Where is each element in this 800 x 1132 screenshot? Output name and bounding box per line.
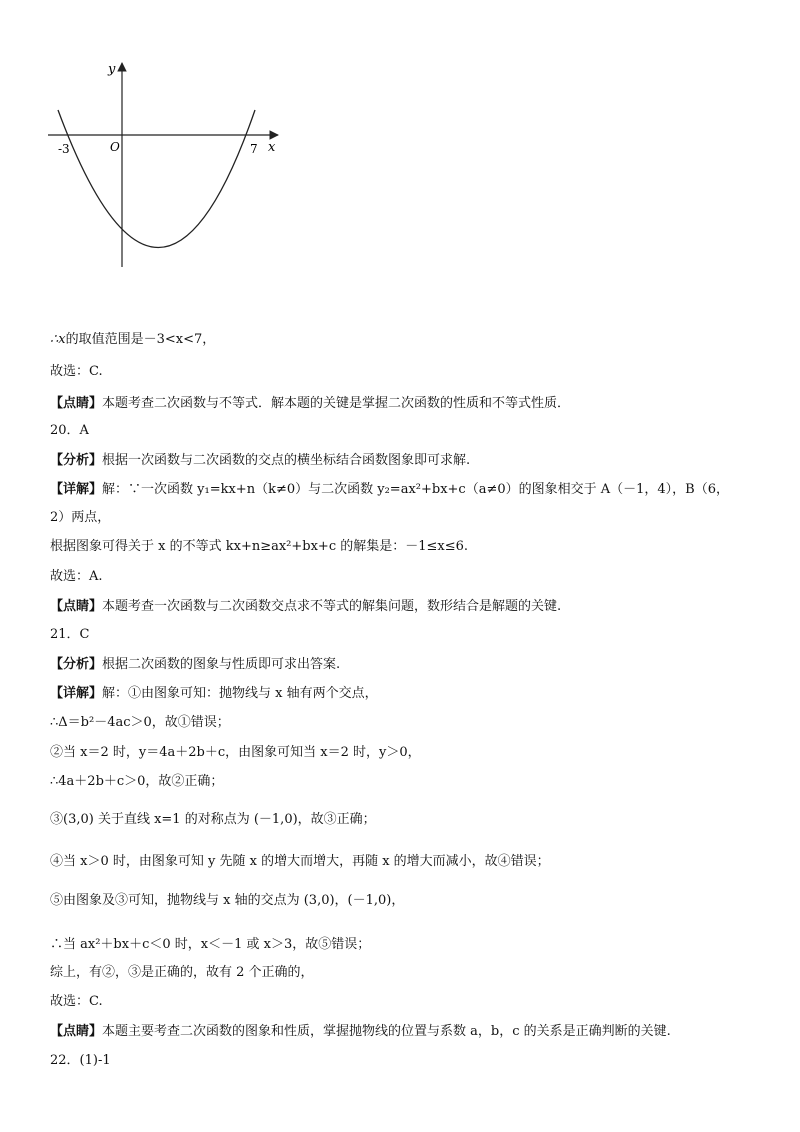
comment-text: 本题主要考查二次函数的图象和性质，掌握抛物线的位置与系数 a，b，c 的关系是正确判断的关键. — [102, 1024, 671, 1039]
detail-text: 解：①由图象可知：抛物线与 x 轴有两个交点， — [102, 686, 378, 701]
q21-detail-line-6: ④当 x＞0 时，由图象可知 y 先随 x 的增大而增大，再随 x 的增大而减小，故④错误； — [50, 854, 550, 869]
q20-analysis — [50, 451, 760, 471]
q21-analysis — [50, 655, 760, 675]
analysis-tag: 【分析】 — [50, 657, 103, 672]
q22-number: 22．(1)-1 — [50, 1053, 111, 1068]
q21-detail-line-2: ∴Δ＝b²－4ac＞0，故①错误； — [50, 715, 230, 730]
detail-text: 解：∵一次函数 y₁=kx+n（k≠0）与二次函数 y₂=ax²+bx+c（a≠0）的图象相交于 A（－1，4），B（6， — [102, 482, 730, 497]
q20-detail-line-1 — [50, 480, 760, 500]
q20-answer: 故选：A. — [50, 569, 103, 584]
q20-detail-line-2: 2）两点， — [50, 510, 111, 525]
parabola-figure — [40, 55, 300, 285]
tick-label-right: 7 — [250, 142, 258, 156]
analysis-text: 根据二次函数的图象与性质即可求出答案. — [102, 657, 341, 672]
q19-answer: 故选：C. — [50, 364, 103, 379]
q21-detail-line-8: ∴当 ax²＋bx＋c＜0 时，x＜－1 或 x＞3，故⑤错误； — [50, 937, 371, 952]
q21-detail-line-9: 综上，有②，③是正确的，故有 2 个正确的， — [50, 965, 314, 980]
q19-comment — [50, 394, 760, 414]
q21-detail-line-4: ∴4a＋2b＋c＞0，故②正确； — [50, 774, 224, 789]
comment-text: 本题考查一次函数与二次函数交点求不等式的解集问题，数形结合是解题的关键. — [102, 599, 562, 614]
q21-answer: 故选：C. — [50, 994, 103, 1009]
q19-range-prefix: ∴x — [50, 332, 66, 347]
q21-detail-line-5: ③(3,0) 关于直线 x=1 的对称点为 (－1,0)，故③正确； — [50, 812, 376, 827]
parabola-curve — [58, 110, 255, 248]
comment-tag: 【点睛】 — [50, 1024, 103, 1039]
comment-text: 本题考查二次函数与不等式．解本题的关键是掌握二次函数的性质和不等式性质． — [102, 396, 571, 411]
comment-tag: 【点睛】 — [50, 396, 103, 411]
q21-detail-line-3: ②当 x＝2 时，y＝4a＋2b＋c，由图象可知当 x＝2 时，y＞0， — [50, 745, 421, 760]
origin-label: O — [110, 140, 120, 154]
tick-label-left: -3 — [58, 142, 70, 156]
analysis-text: 根据一次函数与二次函数的交点的横坐标结合函数图象即可求解. — [102, 453, 471, 468]
detail-tag: 【详解】 — [50, 686, 103, 701]
q21-number: 21．C — [50, 627, 90, 642]
q21-detail-line-1 — [50, 684, 760, 704]
x-axis-label: x — [268, 140, 276, 155]
q19-range-text: 的取值范围是－3<x<7， — [65, 332, 216, 347]
q20-comment — [50, 597, 760, 617]
q20-number: 20．A — [50, 423, 89, 438]
detail-tag: 【详解】 — [50, 482, 103, 497]
y-axis-label: y — [108, 62, 116, 77]
comment-tag: 【点睛】 — [50, 599, 103, 614]
analysis-tag: 【分析】 — [50, 453, 103, 468]
q20-detail-line-3: 根据图象可得关于 x 的不等式 kx+n≥ax²+bx+c 的解集是：－1≤x≤6. — [50, 539, 469, 554]
q19-range-line — [50, 330, 760, 350]
q21-comment — [50, 1022, 760, 1042]
q21-detail-line-7: ⑤由图象及③可知，抛物线与 x 轴的交点为 (3,0)，(－1,0)， — [50, 893, 405, 908]
